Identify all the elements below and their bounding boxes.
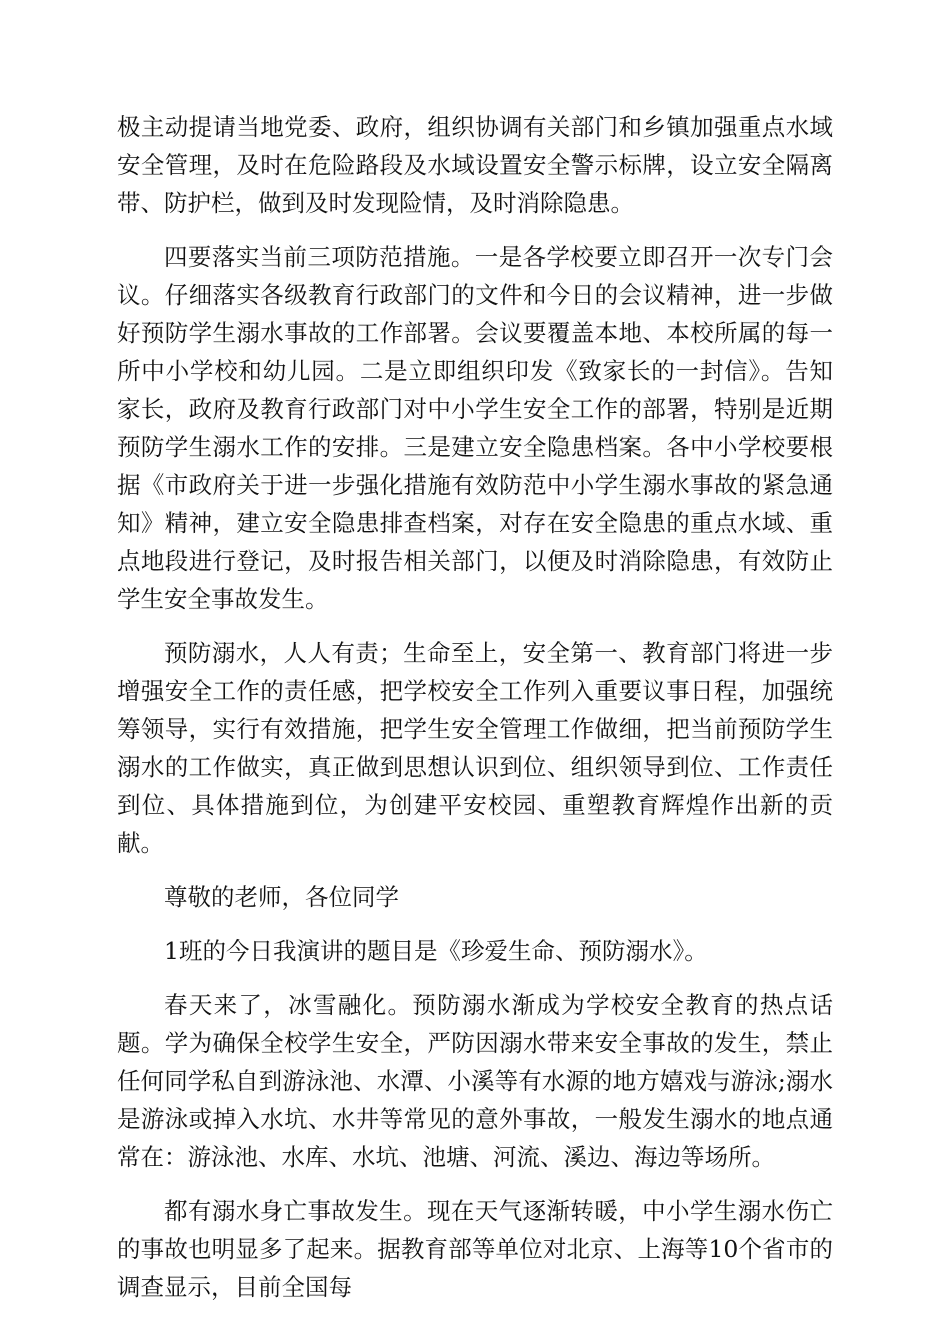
paragraph-speech-title: 1班的今日我演讲的题目是《珍爱生命、预防溺水》。 <box>164 937 708 965</box>
paragraph-1: 极主动提请当地党委、政府，组织协调有关部门和乡镇加强重点水域安全管理，及时在危险路段及水域设置安全警示标牌，设立安全隔离带、防护栏，做到及时发现险情，及时消除隐患。 <box>117 113 833 217</box>
paragraph-6: 春天来了，冰雪融化。预防溺水渐成为学校安全教育的热点话题。学为确保全校学生安全，严防因溺水带来安全事故的发生，禁止任何同学私自到游泳池、水潭、小溪等有水源的地方嬉戏与游泳;溺水是游泳或掉入水坑、水井等常见的意外事故，一般发生溺水的地点通常在：游泳池、水库、水坑、池塘、河流、溪边、海边等场所。 <box>117 991 833 1171</box>
paragraph-2: 四要落实当前三项防范措施。一是各学校要立即召开一次专门会议。仔细落实各级教育行政部门的文件和今日的会议精神，进一步做好预防学生溺水事故的工作部署。会议要覆盖本地、本校所属的每一所中小学校和幼儿园。二是立即组织印发《致家长的一封信》。告知家长，政府及教育行政部门对中小学生安全工作的部署，特别是近期预防学生溺水工作的安排。三是建立安全隐患档案。各中小学校要根据《市政府关于进一步强化措施有效防范中小学生溺水事故的紧急通知》精神，建立安全隐患排查档案，对存在安全隐患的重点水域、重点地段进行登记，及时报告相关部门，以便及时消除隐患，有效防止学生安全事故发生。 <box>117 243 833 613</box>
document-body <box>117 108 833 1322</box>
paragraph-7: 都有溺水身亡事故发生。现在天气逐渐转暖，中小学生溺水伤亡的事故也明显多了起来。据教育部等单位对北京、上海等10个省市的调查显示，目前全国每 <box>117 1197 833 1301</box>
paragraph-greeting: 尊敬的老师，各位同学 <box>164 883 399 911</box>
paragraph-3: 预防溺水，人人有责；生命至上，安全第一、教育部门将进一步增强安全工作的责任感，把学校安全工作列入重要议事日程，加强统筹领导，实行有效措施，把学生安全管理工作做细，把当前预防学生溺水的工作做实，真正做到思想认识到位、组织领导到位、工作责任到位、具体措施到位，为创建平安校园、重塑教育辉煌作出新的贡献。 <box>117 639 833 857</box>
